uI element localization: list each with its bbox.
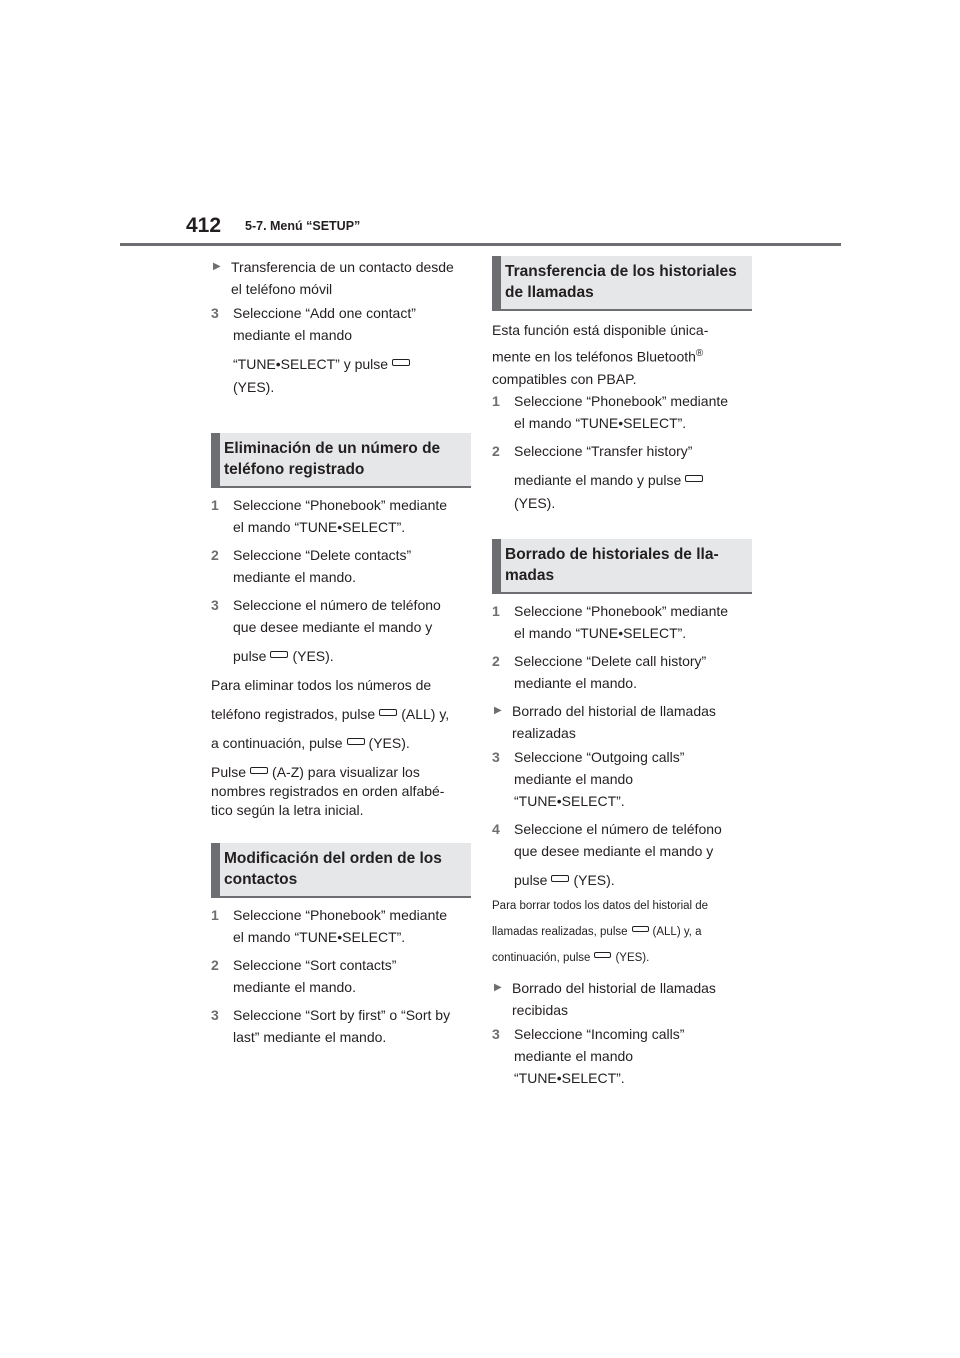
paragraph [492, 343, 752, 390]
step-text: (YES). [292, 648, 334, 664]
step-text: Seleccione “Phonebook” mediante [233, 907, 448, 923]
step-text: “TUNE•SELECT”. [514, 1069, 625, 1086]
triangle-bullet-icon: ▶ [494, 981, 502, 993]
step [492, 440, 752, 462]
step-text: el mando “TUNE•SELECT”. [514, 414, 687, 431]
paragraph-text: a continuación, pulse [211, 735, 343, 751]
step-number: 1 [492, 392, 500, 409]
heading-line: Borrado de historiales de lla- [505, 545, 719, 563]
step-text: Seleccione “Delete contacts” [233, 547, 412, 563]
paragraph-text: mente en los teléfonos Bluetooth [492, 348, 696, 365]
step-text: Seleccione “Phonebook” mediante [514, 602, 729, 619]
step-text: mediante el mando. [233, 569, 356, 585]
preset-button-icon [685, 475, 703, 482]
section-title: 5-7. Menú “SETUP” [245, 219, 361, 233]
step-text: (YES). [573, 871, 615, 888]
step-text: Seleccione “Sort contacts” [233, 957, 397, 973]
step-text: Seleccione “Add one contact” [233, 305, 416, 321]
note-text: continuación, pulse [492, 951, 591, 964]
subsection-title: realizadas [512, 724, 576, 741]
step-text: “TUNE•SELECT”. [514, 792, 625, 809]
subsection-title: Borrado del historial de llamadas [512, 702, 716, 719]
step [492, 1023, 752, 1089]
right-column [492, 256, 752, 1089]
step-text: mediante el mando. [233, 979, 356, 995]
step-number: 3 [211, 1007, 219, 1023]
step-number: 1 [211, 907, 219, 923]
step-text: mediante el mando y pulse [514, 471, 682, 488]
step [211, 594, 471, 638]
note-text: llamadas realizadas, pulse [492, 925, 628, 938]
section-heading-erase [492, 539, 752, 594]
step-text: que desee mediante el mando y [233, 619, 433, 635]
step-text: Seleccione el número de teléfono [233, 597, 441, 613]
paragraph [211, 763, 471, 820]
paragraph [211, 674, 471, 696]
step [211, 302, 471, 346]
step-text: Seleccione “Phonebook” mediante [233, 497, 448, 513]
step-text: pulse [233, 648, 267, 664]
step-continuation [492, 469, 752, 514]
step-continuation [211, 353, 471, 398]
step-text: (YES). [233, 379, 275, 395]
note-text: Para borrar todos los datos del historial de [492, 899, 709, 912]
step-number: 2 [492, 442, 500, 459]
step [211, 954, 471, 998]
paragraph-text: nombres registrados en orden alfabé- [211, 783, 445, 799]
paragraph-text: Pulse [211, 764, 247, 780]
left-column [211, 256, 471, 1048]
step-text: Seleccione “Outgoing calls” [514, 748, 685, 765]
note-text: (YES). [615, 951, 650, 964]
step-text: mediante el mando [514, 1047, 634, 1064]
preset-button-icon [250, 767, 268, 774]
step [492, 600, 752, 644]
step [211, 494, 471, 538]
paragraph [211, 732, 471, 754]
preset-button-icon [392, 359, 410, 366]
step-text: (YES). [514, 494, 556, 511]
step-number: 1 [211, 497, 219, 513]
paragraph-text: Para eliminar todos los números de [211, 677, 432, 693]
step-text: last” mediante el mando. [233, 1029, 387, 1045]
step [492, 650, 752, 694]
heading-line: Modificación del orden de los [224, 850, 442, 867]
subsection-title: recibidas [512, 1001, 569, 1018]
header-rule [120, 243, 841, 246]
step [492, 390, 752, 434]
step-continuation [492, 869, 752, 891]
step-number: 2 [211, 547, 219, 563]
step-number: 2 [211, 957, 219, 973]
step-text: Seleccione “Phonebook” mediante [514, 392, 729, 409]
step-number: 3 [492, 748, 500, 765]
subsection-title: el teléfono móvil [231, 281, 333, 297]
heading-line: contactos [224, 871, 298, 888]
preset-button-icon [347, 738, 365, 745]
step-text: que desee mediante el mando y [514, 842, 714, 859]
step-text: Seleccione el número de teléfono [514, 820, 722, 837]
preset-button-icon [594, 952, 611, 958]
step [211, 904, 471, 948]
note [492, 893, 752, 971]
step-text: Seleccione “Incoming calls” [514, 1025, 685, 1042]
preset-button-icon [632, 926, 649, 932]
registered-mark: ® [695, 348, 704, 359]
step-text: Seleccione “Transfer history” [514, 442, 693, 459]
step-continuation [211, 645, 471, 667]
paragraph-text: (YES). [368, 735, 410, 751]
heading-line: madas [505, 566, 555, 584]
page-number: 412 [186, 214, 222, 237]
heading-line: teléfono registrado [224, 461, 365, 478]
step-text: el mando “TUNE•SELECT”. [233, 929, 406, 945]
paragraph [211, 703, 471, 725]
step-text: el mando “TUNE•SELECT”. [233, 519, 406, 535]
step-text: mediante el mando. [514, 674, 637, 691]
paragraph-text: (A-Z) para visualizar los [272, 764, 420, 780]
paragraph-text: compatibles con PBAP. [492, 370, 637, 387]
triangle-bullet-icon: ▶ [494, 704, 502, 716]
heading-line: de llamadas [505, 284, 594, 301]
note-text: (ALL) y, a [652, 925, 702, 938]
step-number: 1 [492, 602, 500, 619]
subsection-title: Transferencia de un contacto desde [231, 259, 454, 275]
step-text: “TUNE•SELECT” y pulse [233, 356, 389, 372]
section-heading-order [211, 843, 471, 898]
step [211, 1004, 471, 1048]
step-text: Seleccione “Delete call history” [514, 652, 707, 669]
subsection-transfer-one [211, 256, 471, 300]
preset-button-icon [379, 709, 397, 716]
section-heading-delete [211, 433, 471, 488]
step-number: 2 [492, 652, 500, 669]
step-text: pulse [514, 871, 548, 888]
step [211, 544, 471, 588]
step-text: mediante el mando [233, 327, 353, 343]
step-number: 3 [211, 305, 219, 321]
step-text: Seleccione “Sort by first” o “Sort by [233, 1007, 451, 1023]
subsection-incoming [492, 977, 752, 1021]
preset-button-icon [551, 875, 569, 882]
paragraph-text: teléfono registrados, pulse [211, 706, 376, 722]
subsection-outgoing [492, 700, 752, 744]
paragraph-text: tico según la letra inicial. [211, 802, 364, 818]
subsection-title: Borrado del historial de llamadas [512, 979, 716, 996]
step-number: 3 [211, 597, 219, 613]
section-heading-history [492, 256, 752, 311]
step-text: el mando “TUNE•SELECT”. [514, 624, 687, 641]
paragraph-text: (ALL) y, [401, 706, 450, 722]
heading-line: Transferencia de los historiales [505, 263, 737, 280]
triangle-bullet-icon: ▶ [213, 261, 221, 272]
step [492, 746, 752, 812]
step-text: mediante el mando [514, 770, 634, 787]
step [492, 818, 752, 862]
paragraph [492, 319, 752, 341]
preset-button-icon [270, 651, 288, 658]
step-number: 3 [492, 1025, 500, 1042]
step-number: 4 [492, 820, 500, 837]
paragraph-text: Esta función está disponible única- [492, 322, 709, 338]
heading-line: Eliminación de un número de [224, 440, 441, 457]
